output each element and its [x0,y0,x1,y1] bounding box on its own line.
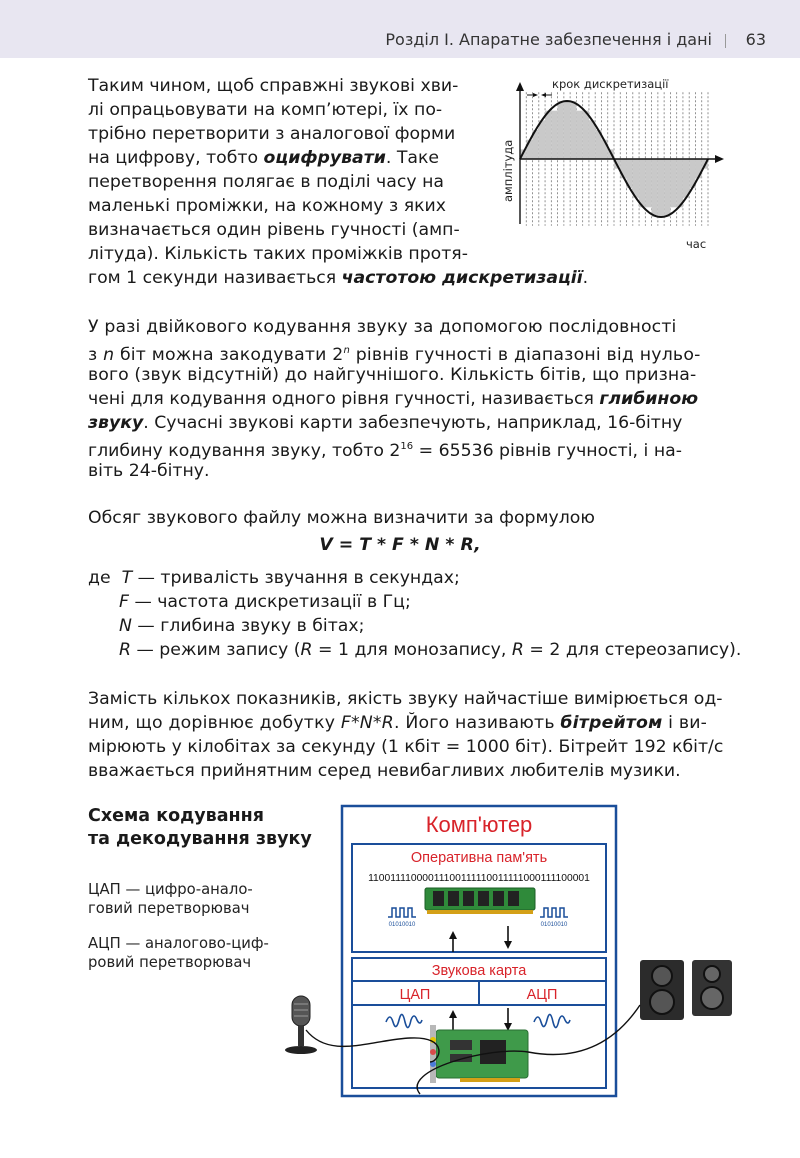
ram-label: Оперативна пам'ять [410,850,548,866]
var-n: n [103,344,115,365]
header-divider [725,34,726,48]
text-span: . Його називають [393,713,561,733]
term-bitrate: бітрейтом [560,713,663,733]
chart-sample-bar [639,159,645,207]
text-span: рівнів гучності в діапазоні від нульо- [350,344,701,365]
pulse-code: 01010010 [540,922,568,928]
sound-card-label: Звукова карта [431,963,527,979]
def-text: — режим запису ( [131,640,301,660]
def-text: = 2 для стереозапису). [523,640,742,660]
def-text: — частота дискретизації в Гц; [128,592,411,612]
binary-stream: 11001111000011100111110011111000111100001 [368,873,590,884]
text-span: ним, що дорівнює добутку [88,713,341,733]
formula-intro: Обсяг звукового файлу можна визначити за формулою [88,508,595,528]
scheme-title-line: та декодування звуку [88,829,312,849]
section-title: Розділ І. Апаратне забезпечення і дані [385,30,712,49]
var-t: T [121,568,133,588]
text-line: маленькі проміжки, на кожному з яких [88,196,446,216]
dac-note [88,880,253,918]
text-line [88,146,439,170]
sound-card-board-icon [430,1025,528,1083]
chart-sample-bar [539,120,545,159]
text-line: трібно перетворити з аналогової форми [88,124,456,144]
text-span: і ви- [662,713,708,733]
term-depth-2: звуку [88,413,144,433]
superscript-n: n [343,345,350,356]
speakers-icon [640,960,732,1020]
text-span: . [582,268,589,288]
text-span: гом 1 секунди називається [88,268,342,288]
sampling-chart [496,74,728,264]
text-span: = 65536 рівнів гучності, і на- [413,440,682,461]
def-text: = 1 для монозапису, [312,640,512,660]
term-sampling-rate: частотою дискретизації [341,268,583,288]
def-n [119,614,364,638]
def-text: — глибина звуку в бітах; [131,616,365,636]
text-line: мірюють у кілобітах за секунду (1 кбіт = 1000 біт). Бітрейт 192 кбіт/с [88,737,724,757]
adc-note [88,934,269,972]
microphone-icon [285,996,317,1054]
text-line: літуда). Кількість таких проміжків протя- [88,244,468,264]
chart-x-label: час [686,237,707,251]
chart-sample-bar [645,159,651,207]
chart-sample-bar [564,101,570,159]
chart-annotation: крок дискретизації [552,77,669,91]
chart-sample-bar [589,120,595,159]
text-line [88,266,588,290]
chart-sample-bar [670,159,676,207]
text-line: Замість кількох показників, якість звуку найчастіше вимірюється од- [88,689,723,709]
term-digitize: оцифрувати [263,148,386,168]
var-n: N [119,616,132,636]
text-line: віть 24-бітну. [88,461,210,481]
text-line [88,387,698,411]
text-line: визначається один рівень гучності (амп- [88,220,460,240]
chart-sample-bar [664,159,670,217]
pulse-code: 01010010 [388,922,416,928]
page-number: 63 [745,30,766,49]
ram-module-icon [425,888,535,914]
note-line: ЦАП — цифро-анало- [88,881,253,898]
text-line: лі опрацьовувати на комп’ютері, їх по- [88,100,443,120]
text-span: з [88,344,104,365]
chart-sample-bar [583,111,589,159]
text-span: . Сучасні звукові карти забезпечують, наприклад, 16-бітну [143,413,683,433]
var-r: R [119,640,132,660]
superscript-16: 16 [400,441,414,452]
def-r [119,638,741,662]
text-line: Таким чином, щоб справжні звукові хви- [88,76,459,96]
chart-sample-bar [652,159,658,217]
note-line: говий перетворювач [88,900,250,917]
chart-y-label: амплітуда [501,139,515,202]
computer-label: Комп'ютер [425,812,533,837]
chart-sample-bar [558,101,564,159]
var-r: R [300,640,313,660]
chart-sample-bar [545,111,551,159]
chart-sample-bar [576,111,582,159]
coding-diagram [270,800,760,1100]
text-span: . Таке [385,148,440,168]
text-line: перетворення полягає в поділі часу на [88,172,444,192]
var-r: R [511,640,524,660]
def-t [88,566,460,590]
var-f: F [119,592,129,612]
text-line: У разі двійкового кодування звуку за допомогою послідовності [88,317,677,337]
adc-label: АЦП [526,987,558,1003]
text-line [88,411,682,435]
dac-label: ЦАП [399,987,431,1003]
note-line: ровий перетворювач [88,954,252,971]
scheme-title-line: Схема кодування [88,806,264,826]
def-f [119,590,411,614]
where-word: де [88,568,111,588]
formula-fnr: F*N*R [340,713,394,733]
chart-sample-bar [551,111,557,159]
chart-y-arrow [516,82,524,91]
chart-sample-bar [658,159,664,217]
chart-step-marker [527,93,552,97]
page-header [0,0,800,58]
chart-sample-bar [677,159,683,207]
def-text: — тривалість звучання в секундах; [132,568,460,588]
term-depth: глибиною [599,389,698,409]
formula: V = T * F * N * R, [319,535,481,555]
text-span: глибину кодування звуку, тобто 2 [88,440,401,461]
chart-sample-bar [570,101,576,159]
text-line [88,711,707,735]
text-line: вого (звук відсутній) до найгучнішого. Кількість бітів, що призна- [88,365,697,385]
chart-sample-bar [633,159,639,198]
chart-x-arrow [715,155,724,163]
text-span: чені для кодування одного рівня гучності, називається [88,389,600,409]
text-line: вважається прийнятним серед невибагливих любителів музики. [88,761,681,781]
text-span: біт можна закодувати 2 [114,344,344,365]
note-line: АЦП — аналогово-циф- [88,935,269,952]
text-span: на цифрову, тобто [88,148,264,168]
chart-sample-bar [683,159,689,198]
